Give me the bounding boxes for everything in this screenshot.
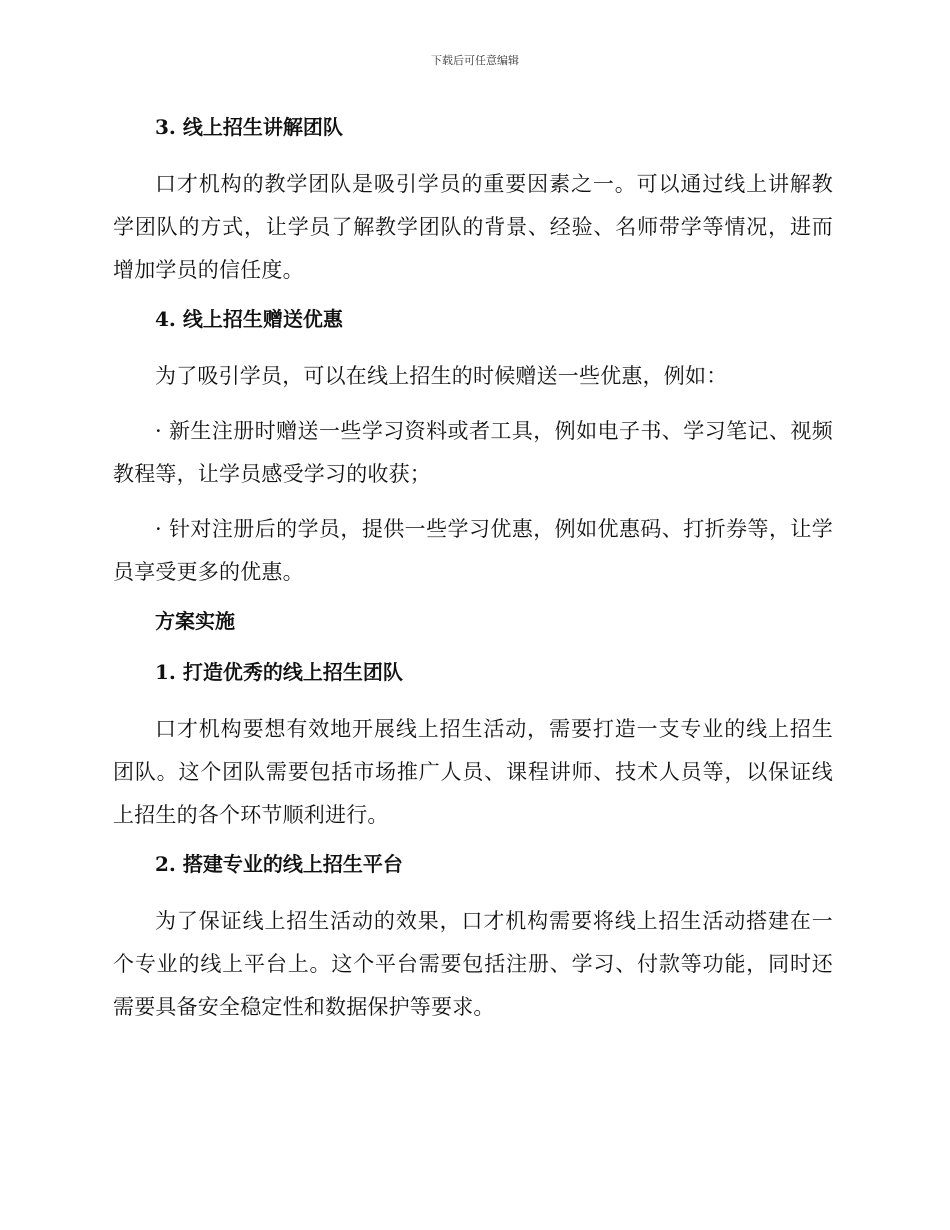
section-3-heading: 3. 线上招生讲解团队 [155, 115, 343, 139]
implementation-1-heading: 1. 打造优秀的线上招生团队 [155, 660, 403, 684]
section-4-bullet-1: · 新生注册时赠送一些学习资料或者工具，例如电子书、学习笔记、视频教程等，让学员感受学习的收获； [113, 419, 833, 486]
section-4-heading: 4. 线上招生赠送优惠 [155, 307, 343, 331]
section-3-paragraph: 口才机构的教学团队是吸引学员的重要因素之一。可以通过线上讲解教学团队的方式，让学员了解教学团队的背景、经验、名师带学等情况，进而增加学员的信任度。 [113, 172, 833, 282]
section-4-paragraph: 为了吸引学员，可以在线上招生的时候赠送一些优惠，例如： [155, 364, 728, 388]
implementation-2-heading: 2. 搭建专业的线上招生平台 [155, 852, 403, 876]
implementation-2-paragraph: 为了保证线上招生活动的效果，口才机构需要将线上招生活动搭建在一个专业的线上平台上。这个平台需要包括注册、学习、付款等功能，同时还需要具备安全稳定性和数据保护等要求。 [113, 909, 833, 1019]
section-4-bullet-2: · 针对注册后的学员，提供一些学习优惠，例如优惠码、打折券等，让学员享受更多的优惠。 [113, 517, 833, 584]
document-body [113, 112, 833, 1029]
header-note: 下载后可任意编辑 [431, 54, 519, 67]
implementation-heading: 方案实施 [155, 609, 235, 633]
implementation-1-paragraph: 口才机构要想有效地开展线上招生活动，需要打造一支专业的线上招生团队。这个团队需要包括市场推广人员、课程讲师、技术人员等，以保证线上招生的各个环节顺利进行。 [113, 717, 833, 827]
